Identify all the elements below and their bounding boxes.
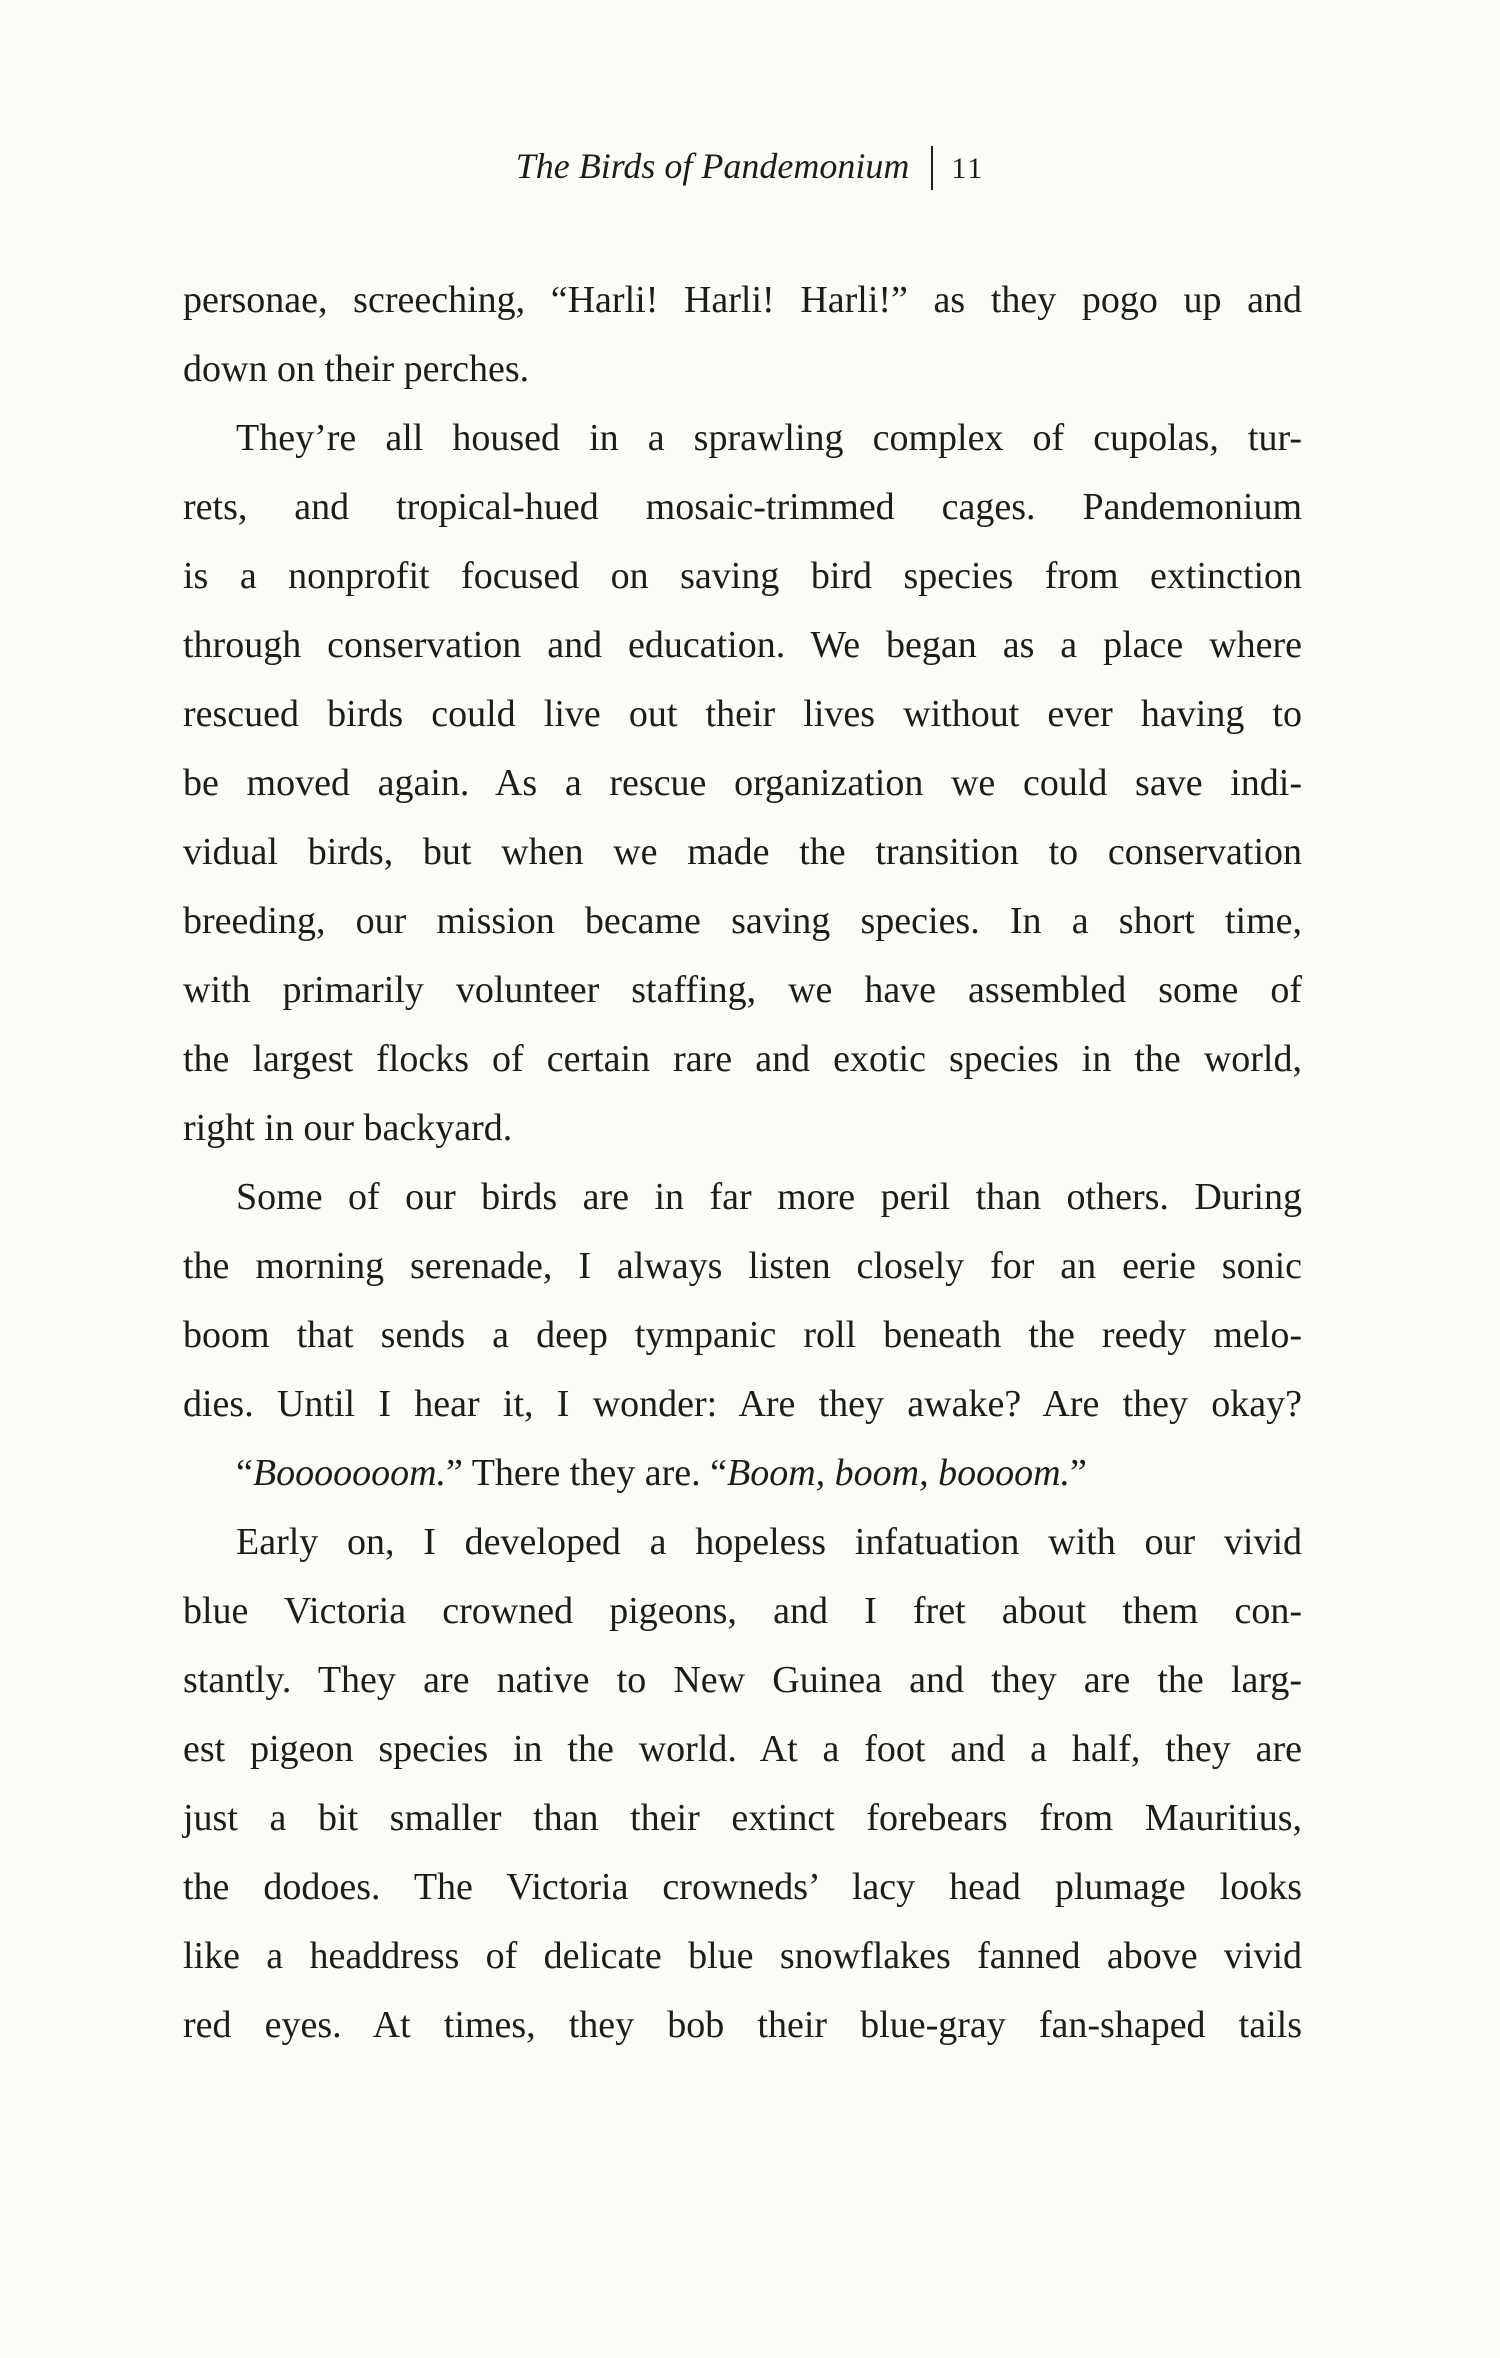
running-header <box>0 145 1500 190</box>
text-line: the dodoes. The Victoria crowneds’ lacy head plumage looks <box>183 1866 1302 1908</box>
text-line: boom that sends a deep tympanic roll beneath the reedy melo- <box>183 1314 1302 1356</box>
text-line: is a nonprofit focused on saving bird species from extinction <box>183 555 1302 597</box>
text-line: through conservation and education. We began as a place where <box>183 624 1302 666</box>
text-line: right in our backyard. <box>183 1107 513 1149</box>
text-line: Early on, I developed a hopeless infatuation with our vivid <box>236 1521 1302 1563</box>
text-line: be moved again. As a rescue organization we could save indi- <box>183 762 1302 804</box>
italic-text: Booooooom. <box>252 1452 447 1494</box>
text-line: blue Victoria crowned pigeons, and I fret about them con- <box>183 1590 1302 1632</box>
italic-text: Boom, boom, boooom. <box>727 1452 1071 1494</box>
text-line: dies. Until I hear it, I wonder: Are they awake? Are they okay? <box>183 1383 1302 1425</box>
text-line: breeding, our mission became saving species. In a short time, <box>183 900 1302 942</box>
text-line: down on their perches. <box>183 348 530 390</box>
text-line: the morning serenade, I always listen closely for an eerie sonic <box>183 1245 1302 1287</box>
text-line: rescued birds could live out their lives without ever having to <box>183 693 1302 735</box>
text-line: They’re all housed in a sprawling complex of cupolas, tur- <box>236 417 1302 459</box>
text-line: just a bit smaller than their extinct forebears from Mauritius, <box>183 1797 1302 1839</box>
text-line: rets, and tropical-hued mosaic-trimmed cages. Pandemonium <box>183 486 1302 528</box>
page-number: 11 <box>951 152 985 185</box>
text-line: personae, screeching, “Harli! Harli! Harli!” as they pogo up and <box>183 279 1302 321</box>
text-line <box>236 1448 1302 1498</box>
text-line: like a headdress of delicate blue snowflakes fanned above vivid <box>183 1935 1302 1977</box>
text-line: with primarily volunteer staffing, we have assembled some of <box>183 969 1302 1011</box>
header-divider <box>931 146 933 190</box>
text-line: vidual birds, but when we made the transition to conservation <box>183 831 1302 873</box>
text-segment: ” There they are. “ <box>446 1452 727 1494</box>
running-header-title: The Birds of Pandemonium <box>515 146 910 186</box>
text-segment: ” <box>1070 1452 1087 1494</box>
text-line: red eyes. At times, they bob their blue-gray fan-shaped tails <box>183 2004 1302 2046</box>
text-line: the largest flocks of certain rare and exotic species in the world, <box>183 1038 1302 1080</box>
text-line: stantly. They are native to New Guinea and they are the larg- <box>183 1659 1302 1701</box>
text-segment: “ <box>236 1452 253 1494</box>
text-line: est pigeon species in the world. At a foot and a half, they are <box>183 1728 1302 1770</box>
text-line: Some of our birds are in far more peril than others. During <box>236 1176 1302 1218</box>
